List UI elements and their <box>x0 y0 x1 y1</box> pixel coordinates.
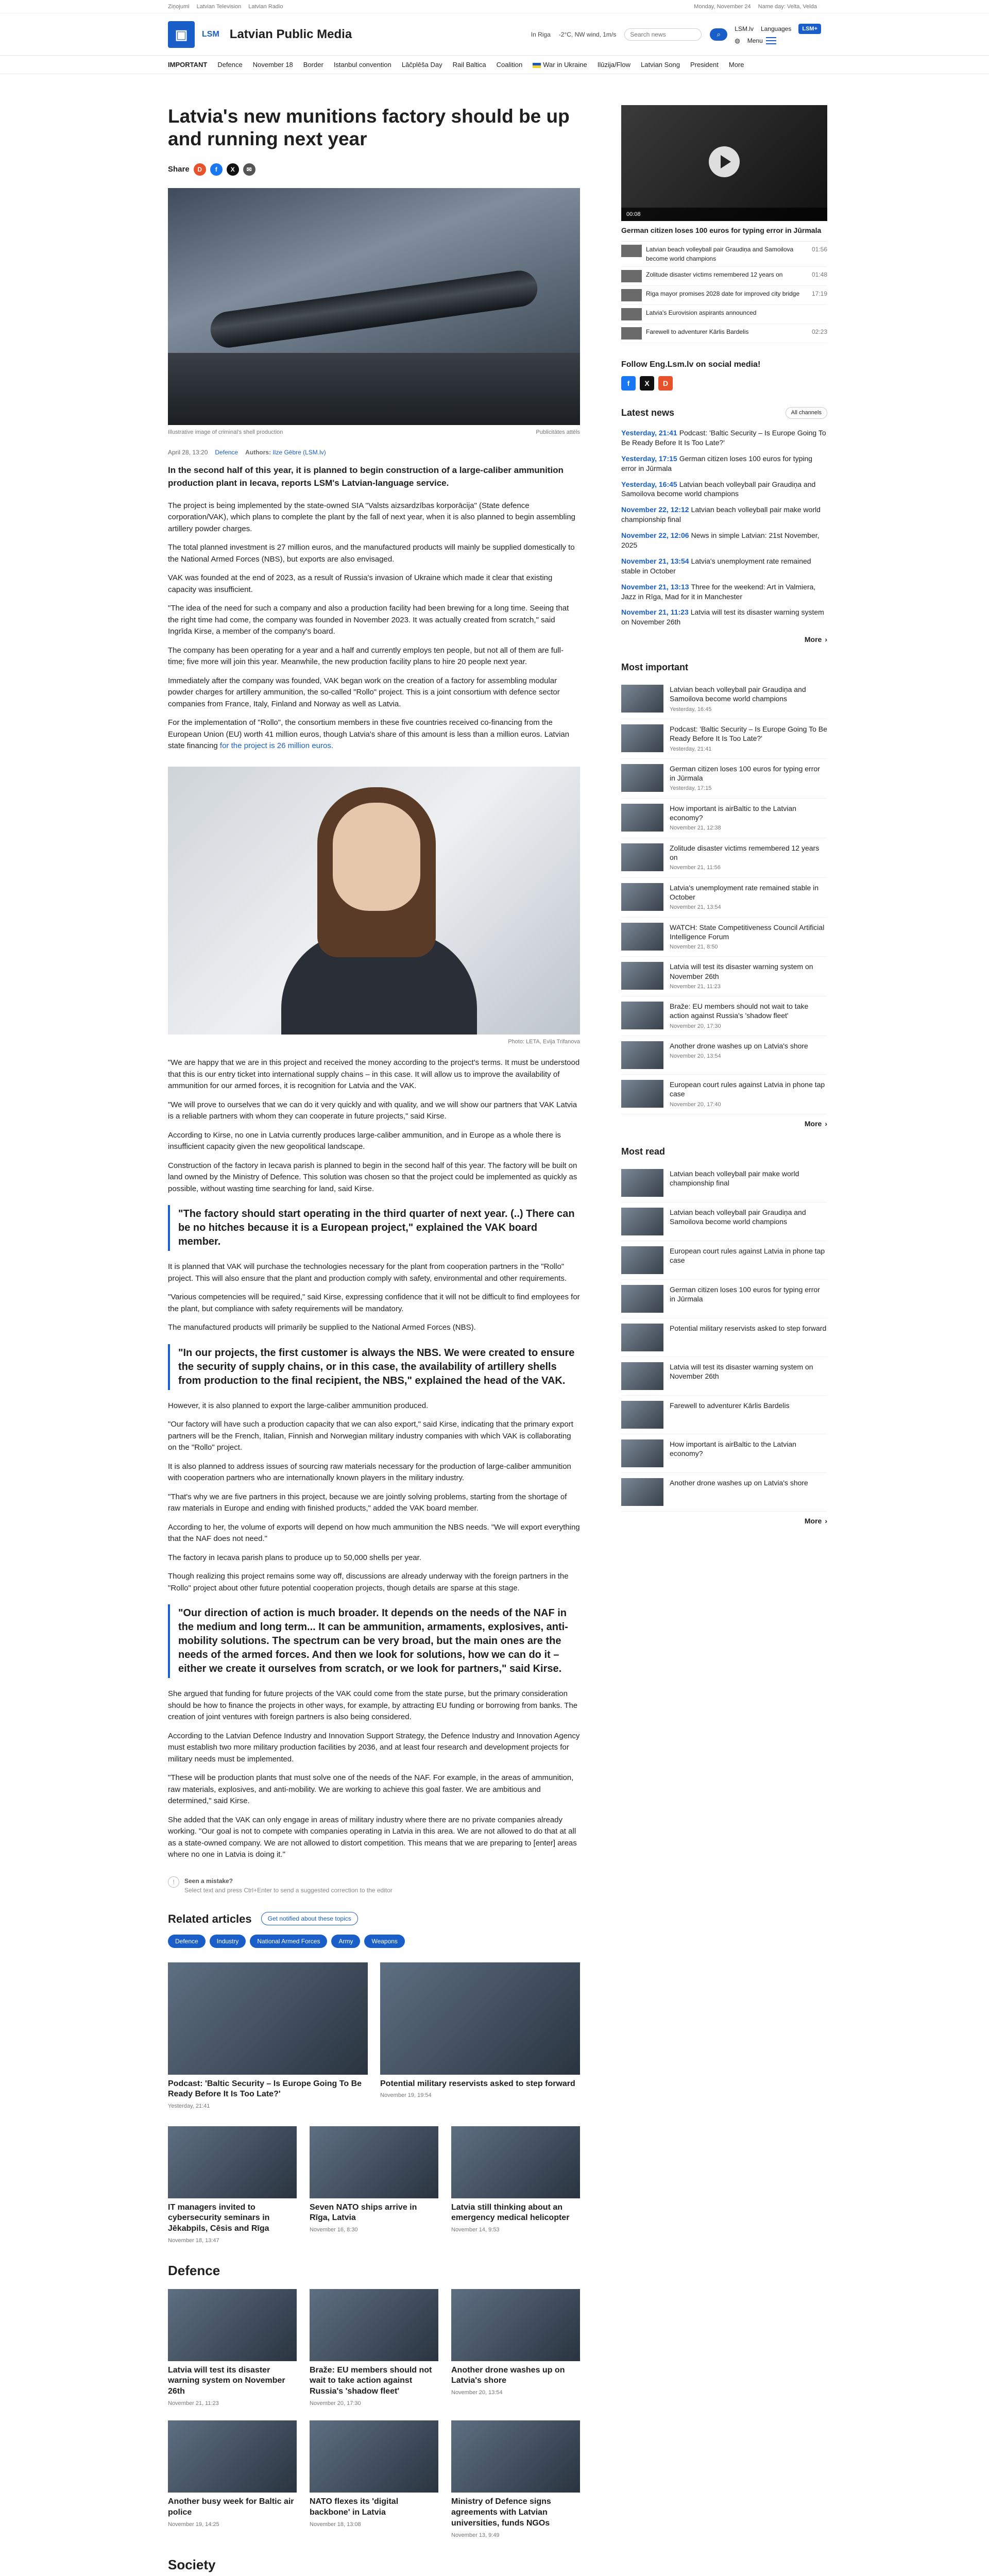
video-playlist <box>621 241 827 343</box>
video-duration: 01:56 <box>811 246 827 253</box>
nav-item[interactable]: Rail Baltica <box>452 61 486 69</box>
top-strip <box>0 0 989 13</box>
video-thumbnail <box>621 270 642 282</box>
article-card[interactable] <box>168 2420 297 2539</box>
news-title: Three for the weekend: Art in Valmiera, Jazz in Rīga, Mad for it in Manchester <box>621 582 816 601</box>
video-player[interactable] <box>621 105 827 221</box>
item-time: Yesterday, 16:45 <box>670 706 712 713</box>
card-date: November 18, 13:08 <box>310 2521 361 2528</box>
latest-news-item[interactable] <box>621 502 827 528</box>
video-item-title: Latvian beach volleyball pair Graudiņa and Samoilova become world champions <box>646 246 794 262</box>
item-text <box>670 883 827 912</box>
video-controls[interactable] <box>621 208 827 221</box>
item-title: Latvia will test its disaster warning system on November 26th <box>670 1363 813 1381</box>
menu-label: Menu <box>747 37 763 45</box>
article-card[interactable] <box>310 2289 438 2408</box>
nav-item[interactable]: President <box>690 61 719 69</box>
important-item[interactable] <box>621 878 827 918</box>
item-thumbnail <box>621 724 663 752</box>
social-links <box>621 376 827 391</box>
photo-credit: Photo: LETA, Evija Trifanova <box>508 1038 580 1045</box>
article-card[interactable] <box>168 2126 297 2245</box>
pull-quote: "Our direction of action is much broader. It depends on the needs of the NAF in the medium and long term... It can be ammunition, armaments, explosives, anti-mobility solutions. The spectrum can be very broad, but the main ones are the needs of the armed forces. And then we look for solutions, how we can do it – either we create it ourselves from scratch, or we look for partners," said Kirse. <box>168 1604 580 1678</box>
news-time: November 22, 12:06 <box>621 531 689 540</box>
pull-quote: "In our projects, the first customer is always the NBS. We were created to ensure the security of supply chains, or in this case, the availability of artillery shells from production to the final recipient, the NBS," explained the head of the VAK. <box>168 1344 580 1390</box>
play-icon[interactable] <box>709 146 740 177</box>
item-thumbnail <box>621 1169 663 1197</box>
article-card[interactable] <box>168 2289 297 2408</box>
globe-icon[interactable]: ◍ <box>735 37 740 45</box>
item-thumbnail <box>621 962 663 990</box>
video-item-title: Latvia's Eurovision aspirants announced <box>646 309 757 316</box>
card-title[interactable]: Braže: EU members should not wait to take action against Russia's 'shadow fleet' <box>310 2365 432 2396</box>
topbar-link[interactable]: Ziņojumi <box>168 3 190 10</box>
news-time: November 21, 13:13 <box>621 582 689 591</box>
item-text <box>670 1080 827 1109</box>
news-time: November 21, 11:23 <box>621 608 689 617</box>
item-title: Another drone washes up on Latvia's shore <box>670 1042 808 1050</box>
item-text <box>670 962 827 991</box>
video-thumbnail <box>621 289 642 301</box>
topic-tags <box>168 1935 580 1948</box>
article-card[interactable] <box>168 1962 368 2111</box>
important-item[interactable] <box>621 680 827 719</box>
news-time: Yesterday, 17:15 <box>621 454 677 463</box>
card-thumbnail[interactable] <box>310 2126 438 2198</box>
society-heading[interactable]: Society <box>168 2557 216 2573</box>
paragraph: According to her, the volume of exports will depend on how much ammunition the NBS needs. "We will export everything that the NAF does not need." <box>168 1522 580 1544</box>
card-title[interactable]: Another busy week for Baltic air police <box>168 2497 294 2517</box>
paragraph: The factory in Iecava parish plans to produce up to 50,000 shells per year. <box>168 1553 421 1562</box>
topic-nav <box>0 56 989 74</box>
card-date: November 20, 13:54 <box>451 2389 503 2396</box>
paragraph: The total planned investment is 27 million euros, and the manufactured products will mainly be supplied domestically to the National Armed Forces (NBS), but exports are also envisaged. <box>168 543 575 564</box>
news-title: Latvian beach volleyball pair make world championship final <box>621 505 821 524</box>
item-thumbnail <box>621 1362 663 1390</box>
item-title: European court rules against Latvia in phone tap case <box>670 1080 825 1098</box>
search-icon[interactable]: ⌕ <box>710 28 727 41</box>
item-thumbnail <box>621 883 663 911</box>
paragraph <box>168 717 580 752</box>
card-title[interactable]: Latvia will test its disaster warning system on November 26th <box>168 2365 285 2396</box>
nav-item[interactable]: Border <box>303 61 323 69</box>
draugiem-icon[interactable]: D <box>658 376 673 391</box>
important-item[interactable] <box>621 838 827 878</box>
article-meta <box>168 448 580 457</box>
x-share-icon[interactable]: X <box>227 163 239 176</box>
authors-label: Authors: <box>245 449 271 456</box>
latest-news-item[interactable] <box>621 604 827 630</box>
exclamation-icon: ! <box>168 1876 179 1888</box>
menu-button[interactable] <box>747 36 776 45</box>
important-item[interactable] <box>621 918 827 957</box>
more-button[interactable] <box>621 1516 827 1527</box>
video-list-item[interactable] <box>621 242 827 267</box>
news-title: Latvian beach volleyball pair Graudiņa and Samoilova become world champions <box>621 480 816 498</box>
paragraph: "That's why we are five partners in this project, because we are jointly solving problems, starting from the shortage of raw materials in Europe and ending with finished products," added the VAK board member. <box>168 1492 567 1513</box>
latest-news-list <box>621 425 827 630</box>
news-time: November 22, 12:12 <box>621 505 689 514</box>
paragraph: Though realizing this project remains some way off, discussions are already underway with the foreign partners in the "Rollo" project about other future potential cooperation projects, though details are sparse at this stage. <box>168 1572 569 1592</box>
card-title[interactable]: NATO flexes its 'digital backbone' in Latvia <box>310 2497 399 2517</box>
article-card[interactable] <box>451 2289 580 2408</box>
video-thumbnail <box>621 245 642 257</box>
topic-tag[interactable]: Army <box>331 1935 360 1948</box>
item-title: European court rules against Latvia in phone tap case <box>670 1247 825 1265</box>
important-list <box>621 680 827 1114</box>
item-time: November 21, 13:54 <box>670 904 721 910</box>
chevron-right-icon: › <box>825 635 827 644</box>
video-item-title: Farewell to adventurer Kārlis Bardelis <box>646 328 749 335</box>
video-thumbnail <box>621 308 642 320</box>
video-list-item[interactable] <box>621 286 827 305</box>
defence-heading[interactable]: Defence <box>168 2262 220 2278</box>
paragraph: According to the Latvian Defence Industry and Innovation Support Strategy, the Defence Industry and Innovation Agency must establish two more military production facilities by 2036, and at least four research and development projects for military needs must be implemented. <box>168 1731 580 1764</box>
most-read-item[interactable] <box>621 1202 827 1241</box>
most-read-item[interactable] <box>621 1473 827 1512</box>
video-thumbnail <box>621 327 642 340</box>
card-title[interactable]: Potential military reservists asked to step forward <box>380 2079 575 2088</box>
paragraph-text: For the implementation of "Rollo", the consortium members in these five countries received co-financing from the European Union (EU) worth 41 million euros, though Latvia's share of this amount is less than a million euros. Latvian state financing <box>168 718 570 751</box>
item-text <box>670 1041 808 1069</box>
more-label: More <box>804 635 822 644</box>
card-thumbnail[interactable] <box>310 2289 438 2361</box>
item-thumbnail <box>621 804 663 832</box>
category-link[interactable]: Defence <box>215 449 238 456</box>
item-thumbnail <box>621 1002 663 1029</box>
item-title: Latvia's unemployment rate remained stable in October <box>670 883 819 901</box>
more-button[interactable] <box>621 1118 827 1129</box>
follow-heading: Follow Eng.Lsm.lv on social media! <box>621 360 761 369</box>
nav-item[interactable]: Ilūzija/Flow <box>597 61 631 69</box>
most-read-item[interactable] <box>621 1396 827 1434</box>
card-thumbnail[interactable] <box>168 2420 297 2493</box>
news-title: German citizen loses 100 euros for typing error in Jūrmala <box>621 454 813 472</box>
topic-tag[interactable]: Industry <box>210 1935 246 1948</box>
item-time: November 20, 13:54 <box>670 1053 721 1060</box>
notify-button[interactable]: Get notified about these topics <box>261 1912 358 1925</box>
paragraph: Immediately after the company was founded, VAK began work on the creation of a factory for assembling modular powder charges for artillery ammunition, the so-called "Rollo" project. This is a joint consortium with defence sector companies from France, Italy, Finland and Norway as well as Latvia. <box>168 676 560 708</box>
important-item[interactable] <box>621 1036 827 1075</box>
paragraph: She added that the VAK can only engage in areas of military industry where there are no private companies already working. "Our goal is not to compete with companies operating in Latvia in this area. We are not allowed to do that at all as a state-owned company. We are not allowed to distort competition. This means that we are preparing to [enter] areas where no one in Latvia is doing it." <box>168 1815 577 1859</box>
latest-news-item[interactable] <box>621 451 827 477</box>
x-icon[interactable]: X <box>640 376 654 391</box>
facebook-icon[interactable]: f <box>621 376 636 391</box>
item-time: November 21, 11:23 <box>670 983 721 990</box>
paragraph: The manufactured products will primarily be supplied to the National Armed Forces (NBS). <box>168 1323 476 1332</box>
most-read-item[interactable] <box>621 1280 827 1318</box>
news-title: Latvia's unemployment rate remained stable in October <box>621 556 811 575</box>
item-title: German citizen loses 100 euros for typing error in Jūrmala <box>670 1285 820 1303</box>
news-title: News in simple Latvian: 21st November, 2025 <box>621 531 820 550</box>
article-main <box>168 105 580 2576</box>
item-title: German citizen loses 100 euros for typing error in Jūrmala <box>670 765 820 783</box>
paragraph: "Various competencies will be required," said Kirse, expressing confidence that it will not be difficult to find employees for the plant, but compliance with safety requirements will be mandatory. <box>168 1293 580 1313</box>
latest-news-item[interactable] <box>621 528 827 553</box>
paragraph: Construction of the factory in Iecava parish is planned to begin in the second half of this year. The factory will be built on land owned by the Ministry of Defence. This solution was chosen so that the project could be implemented as quickly as possible, without wasting time searching for land, said Kirse. <box>168 1161 577 1193</box>
important-label: IMPORTANT <box>168 61 208 69</box>
item-thumbnail <box>621 1080 663 1108</box>
item-title: Latvia will test its disaster warning system on November 26th <box>670 962 813 980</box>
paragraph: It is also planned to address issues of sourcing raw materials necessary for the production of large-caliber ammunition with cooperation partners who are internationally known players in the military industry. <box>168 1462 571 1483</box>
card-title[interactable]: Latvia still thinking about an emergency medical helicopter <box>451 2202 570 2223</box>
item-time: November 20, 17:40 <box>670 1101 721 1108</box>
chevron-right-icon: › <box>825 1120 827 1128</box>
item-title: Latvian beach volleyball pair Graudiņa and Samoilova become world champions <box>670 1208 806 1226</box>
latest-news-item[interactable] <box>621 425 827 451</box>
nav-item[interactable]: War in Ukraine <box>543 61 587 69</box>
lsm-logo[interactable]: ▣ <box>168 21 195 48</box>
item-text <box>670 685 827 714</box>
item-time: November 21, 12:38 <box>670 825 721 832</box>
paragraph: According to Kirse, no one in Latvia currently produces large-caliber ammunition, and in Europe as a whole there is insufficient capacity given the new geopolitical landscape. <box>168 1130 561 1151</box>
paragraph: However, it is also planned to export the large-caliber ammunition produced. <box>168 1401 429 1410</box>
card-date: November 21, 11:23 <box>168 2400 219 2406</box>
video-duration: 01:48 <box>811 271 827 278</box>
item-time: Yesterday, 17:15 <box>670 785 712 792</box>
video-duration: 17:19 <box>811 290 827 297</box>
card-date: November 19, 19:54 <box>380 2092 432 2099</box>
card-date: November 14, 9:53 <box>451 2227 500 2233</box>
channel-filter[interactable]: All channels <box>786 407 827 419</box>
video-duration: 02:23 <box>811 328 827 335</box>
card-title[interactable]: Another drone washes up on Latvia's shore <box>451 2365 565 2385</box>
city-label: In Riga <box>531 31 551 38</box>
card-thumbnail[interactable] <box>168 2126 297 2198</box>
news-time: Yesterday, 21:41 <box>621 429 677 437</box>
report-mistake[interactable] <box>168 1876 580 1895</box>
item-thumbnail <box>621 1246 663 1274</box>
video-item-title: Riga mayor promises 2028 date for improved city bridge <box>646 290 800 297</box>
latest-news-item[interactable] <box>621 579 827 605</box>
nav-item[interactable]: Latvian Song <box>641 61 680 69</box>
paragraph: VAK was founded at the end of 2023, as a result of Russia's invasion of Ukraine which made it clear that existing capacity was insufficient. <box>168 573 553 594</box>
card-thumbnail[interactable] <box>168 1962 368 2075</box>
card-title[interactable]: Podcast: 'Baltic Security – Is Europe Going To Be Ready Before It Is Too Late?' <box>168 2079 362 2099</box>
item-thumbnail <box>621 1478 663 1506</box>
most-read-item[interactable] <box>621 1164 827 1202</box>
email-share-icon[interactable]: ✉ <box>243 163 255 176</box>
card-thumbnail[interactable] <box>451 2289 580 2361</box>
most-read-item[interactable] <box>621 1357 827 1396</box>
article-card[interactable] <box>310 2420 438 2539</box>
card-date: November 16, 8:30 <box>310 2227 358 2233</box>
most-read-item[interactable] <box>621 1434 827 1473</box>
card-thumbnail[interactable] <box>451 2420 580 2493</box>
article-lead: In the second half of this year, it is planned to begin construction of a large-caliber ammunition production plant in Iecava, reports LSM's Latvian-language service. <box>168 465 564 488</box>
news-time: November 21, 13:54 <box>621 556 689 565</box>
latest-news-item[interactable] <box>621 553 827 579</box>
inline-link[interactable]: for the project is 26 million euros. <box>219 741 334 751</box>
ukraine-flag-icon <box>533 63 541 68</box>
current-date: Monday, November 24 <box>694 3 751 10</box>
item-time: November 20, 17:30 <box>670 1023 721 1029</box>
topbar-link[interactable]: Latvian Television <box>196 3 242 10</box>
weather-text: -2°C, NW wind, 1m/s <box>558 31 617 38</box>
item-thumbnail <box>621 1041 663 1069</box>
nav-item[interactable]: More <box>728 61 744 69</box>
card-date: November 19, 14:25 <box>168 2521 219 2528</box>
publish-date: April 28, 13:20 <box>168 449 208 456</box>
more-label: More <box>804 1517 822 1525</box>
item-thumbnail <box>621 764 663 792</box>
search-input[interactable] <box>624 28 702 41</box>
site-brand[interactable]: Latvian Public Media <box>229 27 352 41</box>
pull-quote: "The factory should start operating in the third quarter of next year. (..) There can be no hitches because it is a European project," explained the VAK board member. <box>168 1205 580 1251</box>
card-title[interactable]: Seven NATO ships arrive in Rīga, Latvia <box>310 2202 417 2223</box>
paragraph: "The idea of the need for such a company and also a production facility had been brewing for a long time. Seeing that the right time had come, the company was founded in November 2023. It was actually created from scratch," said Ingrīda Kirse, a member of the company's board. <box>168 604 569 636</box>
important-item[interactable] <box>621 996 827 1036</box>
item-text <box>670 764 827 793</box>
nav-item-ukraine[interactable] <box>533 60 587 70</box>
languages-link[interactable]: Languages <box>760 25 792 32</box>
news-title: Latvia will test its disaster warning system on November 26th <box>621 608 824 626</box>
most-read-item[interactable] <box>621 1241 827 1280</box>
card-thumbnail[interactable] <box>168 2289 297 2361</box>
article-card[interactable] <box>380 1962 580 2111</box>
important-item[interactable] <box>621 759 827 799</box>
important-item[interactable] <box>621 799 827 838</box>
portrait-image <box>168 767 580 1035</box>
item-thumbnail <box>621 685 663 713</box>
video-item-title: Zolitude disaster victims remembered 12 years on <box>646 271 783 278</box>
paragraph: The company has been operating for a year and a half and currently employs ten people, but not all of them are full-time; five more will join this year. Meanwhile, the new production facility plans to hire 20 people next year. <box>168 646 564 667</box>
item-thumbnail <box>621 1285 663 1313</box>
item-title: Another drone washes up on Latvia's shore <box>670 1479 808 1487</box>
logo-text: LSM <box>202 30 219 39</box>
share-label: Share <box>168 164 190 174</box>
item-time: Yesterday, 21:41 <box>670 745 712 752</box>
sidebar <box>621 105 827 2576</box>
paragraph: It is planned that VAK will purchase the technologies necessary for the plant from cooperation partners in the "Rollo" project. This will also ensure that the plant and production comply with safety, environmental and other requirements. <box>168 1262 567 1283</box>
important-item[interactable] <box>621 957 827 996</box>
topic-tag[interactable]: National Armed Forces <box>250 1935 327 1948</box>
facebook-share-icon[interactable]: f <box>210 163 223 176</box>
item-title: Zolitude disaster victims remembered 12 years on <box>670 843 820 861</box>
item-title: Braže: EU members should not wait to take action against Russia's 'shadow fleet' <box>670 1002 809 1020</box>
card-title[interactable]: IT managers invited to cybersecurity seminars in Jēkabpils, Cēsis and Rīga <box>168 2202 270 2233</box>
item-text <box>670 804 827 833</box>
paragraph: "These will be production plants that must solve one of the needs of the NAF. For example, in the areas of ammunition, raw materials, explosives, and anti-mobility. We are working to achieve this goal faster. We are ambitious and determined," said Kirse. <box>168 1773 574 1806</box>
report-text: Select text and press Ctrl+Enter to send a suggested correction to the editor <box>184 1886 393 1894</box>
lsm-plus-badge[interactable]: LSM+ <box>798 24 821 35</box>
card-date: November 20, 17:30 <box>310 2400 361 2406</box>
card-date: November 18, 13:47 <box>168 2238 219 2244</box>
important-heading: Most important <box>621 662 688 673</box>
item-text <box>670 923 827 952</box>
item-title: WATCH: State Competitiveness Council Artificial Intelligence Forum <box>670 923 825 941</box>
nav-item[interactable]: Lāčplēša Day <box>401 61 442 69</box>
paragraph: She argued that funding for future projects of the VAK could come from the state purse, but the primary consideration should be how to finance the projects in other ways, for example, by attracting EU funding or borrowing from banks. The creation of joint ventures with foreign partners is also being considered. <box>168 1689 578 1722</box>
important-item[interactable] <box>621 1075 827 1114</box>
item-thumbnail <box>621 1324 663 1351</box>
card-thumbnail[interactable] <box>451 2126 580 2198</box>
article-card[interactable] <box>310 2126 438 2245</box>
nav-item[interactable]: Istanbul convention <box>333 61 391 69</box>
item-time: November 21, 11:56 <box>670 865 721 871</box>
article-title: Latvia's new munitions factory should be up and running next year <box>168 106 570 150</box>
draugiem-share-icon[interactable]: D <box>194 163 206 176</box>
item-title: Latvian beach volleyball pair make world championship final <box>670 1170 799 1188</box>
hamburger-icon <box>766 37 776 44</box>
video-list-item[interactable] <box>621 305 827 324</box>
item-time: November 21, 8:50 <box>670 943 718 950</box>
item-text <box>670 1002 827 1030</box>
name-day: Name day: Velta, Velda <box>758 3 817 10</box>
more-button[interactable] <box>621 634 827 645</box>
item-title: How important is airBaltic to the Latvian economy? <box>670 1440 796 1458</box>
card-thumbnail[interactable] <box>380 1962 580 2075</box>
video-list-item[interactable] <box>621 324 827 343</box>
video-title[interactable]: German citizen loses 100 euros for typing error in Jūrmala <box>621 226 822 234</box>
item-thumbnail <box>621 923 663 951</box>
item-thumbnail <box>621 843 663 871</box>
item-title: Farewell to adventurer Kārlis Bardelis <box>670 1401 790 1410</box>
photo-credit: Publicitātes attēls <box>536 429 580 435</box>
paragraph: "Our factory will have such a production capacity that we can also export," said Kirse, indicating that the primary export partners will be the French, Italian, Finnish and Norwegian military industry companies with which VAK is collaborating on the "Rollo" project. <box>168 1420 573 1452</box>
nav-item[interactable]: November 18 <box>252 61 293 69</box>
item-title: Latvian beach volleyball pair Graudiņa and Samoilova become world champions <box>670 685 806 703</box>
paragraph: The project is being implemented by the state-owned SIA "Valsts aizsardzības korporācija" (State defence corporation/VAK), which plans to complete the plant by the fall of next year, when it is also planned to begin assembling artillery powder charges. <box>168 501 576 533</box>
most-read-heading: Most read <box>621 1146 666 1157</box>
card-thumbnail[interactable] <box>310 2420 438 2493</box>
item-title: How important is airBaltic to the Latvian economy? <box>670 804 796 822</box>
most-read-item[interactable] <box>621 1318 827 1357</box>
topbar-link[interactable]: Latvian Radio <box>248 3 283 10</box>
report-title: Seen a mistake? <box>184 1877 233 1885</box>
item-title: Potential military reservists asked to step forward <box>670 1324 827 1332</box>
related-heading: Related articles <box>168 1912 252 1925</box>
item-text <box>670 843 827 872</box>
card-title[interactable]: Ministry of Defence signs agreements with Latvian universities, funds NGOs <box>451 2497 551 2528</box>
item-thumbnail <box>621 1439 663 1467</box>
item-thumbnail <box>621 1401 663 1429</box>
item-thumbnail <box>621 1208 663 1235</box>
item-title: Podcast: 'Baltic Security – Is Europe Going To Be Ready Before It Is Too Late?' <box>670 725 827 743</box>
item-text <box>670 724 827 753</box>
lsm-link[interactable]: LSM.lv <box>735 25 754 32</box>
article-hero-image <box>168 188 580 425</box>
nav-item[interactable]: Defence <box>217 61 243 69</box>
paragraph: "We are happy that we are in this project and received the money according to the project's terms. It must be understood that this is our entry ticket into international supply chains – in this case. It will allow us to improve the availability of ammunition for our armed forces, it is recognition for Latvia and the VAK. <box>168 1058 580 1091</box>
article-card[interactable] <box>451 2420 580 2539</box>
latest-news-item[interactable] <box>621 477 827 502</box>
topic-tag[interactable]: Weapons <box>364 1935 404 1948</box>
photo-caption: Illustrative image of criminal's shell production <box>168 429 283 435</box>
author-link[interactable]: Ilze Gēbre (LSM.lv) <box>272 449 326 456</box>
news-title: Podcast: 'Baltic Security – Is Europe Going To Be Ready Before It Is Too Late?' <box>621 429 826 447</box>
most-read-list <box>621 1164 827 1512</box>
important-item[interactable] <box>621 719 827 759</box>
site-header <box>0 13 989 56</box>
latest-heading: Latest news <box>621 408 675 418</box>
article-card[interactable] <box>451 2126 580 2245</box>
video-list-item[interactable] <box>621 267 827 286</box>
paragraph: "We will prove to ourselves that we can do it very quickly and with quality, and we will show our partners that VAK Latvia is a reliable partners with whom they can cooperate in future projects," said Kirse. <box>168 1100 577 1121</box>
chevron-right-icon: › <box>825 1517 827 1525</box>
topic-tag[interactable]: Defence <box>168 1935 206 1948</box>
video-time: 00:08 <box>626 211 641 217</box>
card-date: Yesterday, 21:41 <box>168 2103 210 2110</box>
news-time: Yesterday, 16:45 <box>621 480 677 488</box>
card-date: November 13, 9:49 <box>451 2532 500 2538</box>
share-bar <box>168 163 580 176</box>
more-label: More <box>804 1120 822 1128</box>
nav-item[interactable]: Coalition <box>496 61 523 69</box>
